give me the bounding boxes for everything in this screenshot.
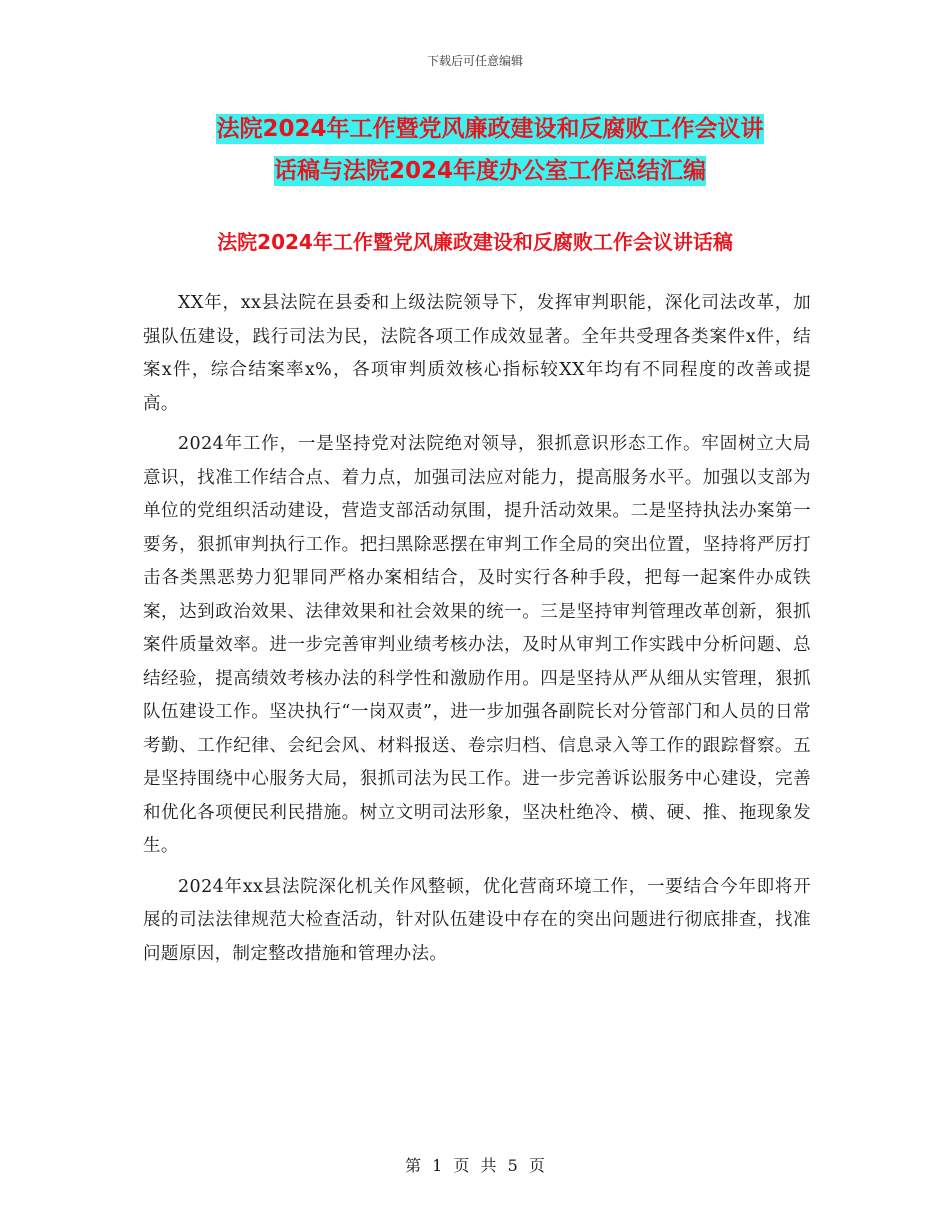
paragraph-2: 2024年工作，一是坚持党对法院绝对领导，狠抓意识形态工作。牢固树立大局意识，找准工作结合点、着力点，加强司法应对能力，提高服务水平。加强以支部为单位的党组织活动建设，营造支部活动氛围，提升活动效果。二是坚持执法办案第一要务，狠抓审判执行工作。把扫黑除恶摆在审判工作全局的突出位置，坚持将严厉打击各类黑恶势力犯罪同严格办案相结合，及时实行各种手段，把每一起案件办成铁案，达到政治效果、法律效果和社会效果的统一。三是坚持审判管理改革创新，狠抓案件质量效率。进一步完善审判业绩考核办法，及时从审判工作实践中分析问题、总结经验，提高绩效考核办法的科学性和激励作用。四是坚持从严从细从实管理，狠抓队伍建设工作。坚决执行“一岗双责”，进一步加强各副院长对分管部门和人员的日常考勤、工作纪律、会纪会风、材料报送、卷宗归档、信息录入等工作的跟踪督察。五是坚持围绕中心服务大局，狠抓司法为民工作。进一步完善诉讼服务中心建设，完善和优化各项便民利民措施。树立文明司法形象，坚决杜绝冷、横、硬、推、拖现象发生。 xyxy=(143,434,811,856)
paragraph-1: XX年，xx县法院在县委和上级法院领导下，发挥审判职能，深化司法改革，加强队伍建设，践行司法为民，法院各项工作成效显著。全年共受理各类案件x件，结案x件，综合结案率x%，各项审判质效核心指标较XX年均有不同程度的改善或提高。 xyxy=(143,293,811,414)
document-title-line-2: 话稿与法院2024年度办公室工作总结汇编 xyxy=(273,158,706,184)
paragraph-3: 2024年xx县法院深化机关作风整顿，优化营商环境工作，一要结合今年即将开展的司法法律规范大检查活动，针对队伍建设中存在的突出问题进行彻底排查，找准问题原因，制定整改措施和管理办法。 xyxy=(143,876,811,964)
page-number: 第 1 页 共 5 页 xyxy=(405,1156,545,1175)
document-body xyxy=(143,287,811,978)
page-header-note: 下载后可任意编辑 xyxy=(426,54,523,68)
document-title-line-1: 法院2024年工作暨党风廉政建设和反腐败工作会议讲 xyxy=(216,116,764,142)
document-title xyxy=(140,108,840,192)
section-title: 法院2024年工作暨党风廉政建设和反腐败工作会议讲话稿 xyxy=(217,230,733,254)
